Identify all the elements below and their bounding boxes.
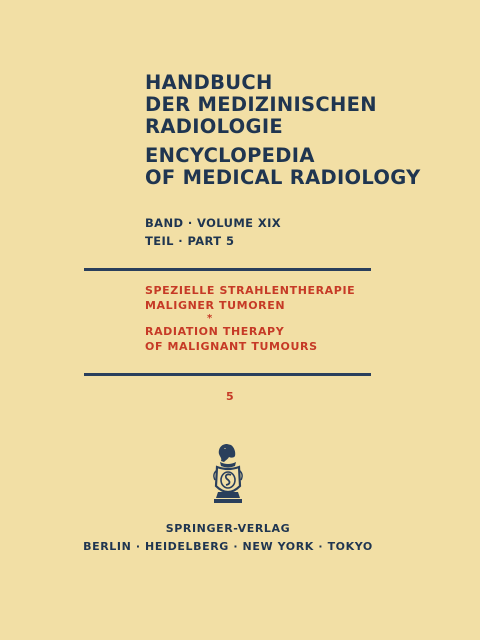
subject-separator: * (207, 313, 213, 324)
title-en-line-2: OF MEDICAL RADIOLOGY (145, 166, 421, 189)
subject-de-line-2: MALIGNER TUMOREN (145, 299, 286, 312)
publisher-name: SPRINGER-VERLAG (165, 522, 291, 535)
title-en-line-1: ENCYCLOPEDIA (145, 144, 315, 167)
subject-en-line-1: RADIATION THERAPY (145, 325, 285, 338)
subject-en-line-2: OF MALIGNANT TUMOURS (145, 340, 318, 353)
publisher (0, 520, 456, 556)
title-de-line-3: RADIOLOGIE (145, 115, 284, 138)
part-number: 5 (226, 390, 234, 403)
volume-info (145, 214, 281, 250)
subject-de-line-1: SPEZIELLE STRAHLENTHERAPIE (145, 284, 356, 297)
volume-band: BAND · VOLUME XIX (145, 216, 282, 230)
publisher-cities: BERLIN · HEIDELBERG · NEW YORK · TOKYO (83, 540, 373, 553)
series-title (145, 72, 445, 189)
title-de-line-2: DER MEDIZINISCHEN (145, 93, 377, 116)
top-rule (84, 268, 371, 271)
springer-knight-chess-piece-icon (207, 440, 249, 508)
volume-part: TEIL · PART 5 (145, 234, 235, 248)
bottom-rule (84, 373, 371, 376)
title-de-line-1: HANDBUCH (145, 71, 273, 94)
subject-title (145, 283, 355, 354)
